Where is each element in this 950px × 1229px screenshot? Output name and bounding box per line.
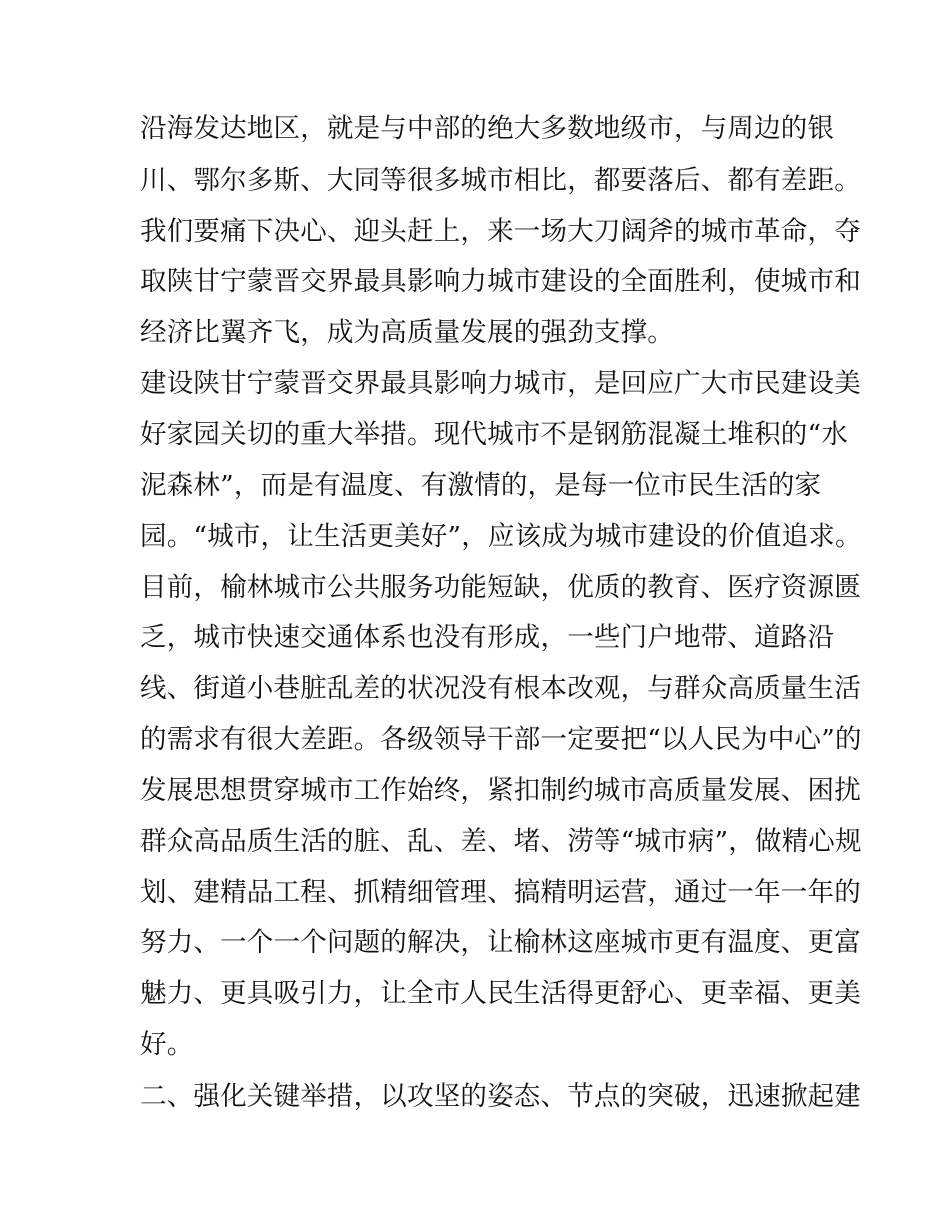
text-line: 划、建精品工程、抓精细管理、搞精明运营，通过一年一年的: [140, 877, 861, 908]
text-line: 目前，榆林城市公共服务功能短缺，优质的教育、医疗资源匮: [140, 572, 861, 603]
text-line: 发展思想贯穿城市工作始终，紧扣制约城市高质量发展、困扰: [140, 775, 861, 806]
text-line: 经济比翼齐飞，成为高质量发展的强劲支撑。: [140, 317, 674, 348]
text-line: 线、街道小巷脏乱差的状况没有根本改观，与群众高质量生活: [140, 673, 861, 704]
text-line: 好。: [140, 1029, 194, 1060]
text-line: 群众高品质生活的脏、乱、差、堵、涝等“城市病”，做精心规: [140, 826, 862, 857]
text-line: 园。“城市，让生活更美好”，应该成为城市建设的价值追求。: [140, 521, 862, 552]
text-line: 努力、一个一个问题的解决，让榆林这座城市更有温度、更富: [140, 927, 861, 958]
text-line: 川、鄂尔多斯、大同等很多城市相比，都要落后、都有差距。: [140, 165, 861, 196]
text-line: 建设陕甘宁蒙晋交界最具影响力城市，是回应广大市民建设美: [140, 368, 861, 399]
text-line: 乏，城市快速交通体系也没有形成，一些门户地带、道路沿: [140, 622, 835, 653]
text-line: 的需求有很大差距。各级领导干部一定要把“以人民为中心”的: [140, 724, 862, 755]
text-line: 沿海发达地区，就是与中部的绝大多数地级市，与周边的银: [140, 113, 835, 144]
text-line: 好家园关切的重大举措。现代城市不是钢筋混凝土堆积的“水: [140, 419, 848, 450]
text-line: 魅力、更具吸引力，让全市人民生活得更舒心、更幸福、更美: [140, 978, 861, 1009]
text-line: 取陕甘宁蒙晋交界最具影响力城市建设的全面胜利，使城市和: [140, 266, 861, 297]
text-line: 我们要痛下决心、迎头赶上，来一场大刀阔斧的城市革命，夺: [140, 216, 861, 247]
text-line: 二、强化关键举措，以攻坚的姿态、节点的突破，迅速掀起建: [140, 1081, 861, 1112]
text-line: 泥森林”，而是有温度、有激情的，是每一位市民生活的家: [140, 470, 822, 501]
